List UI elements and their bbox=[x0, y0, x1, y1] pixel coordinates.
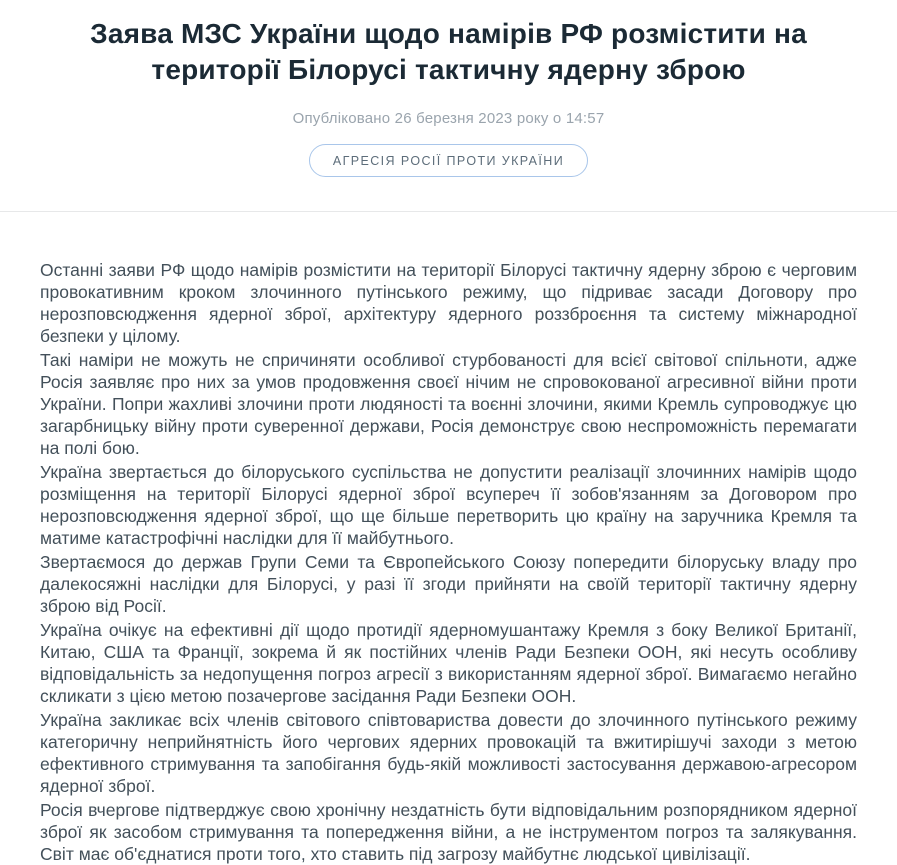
article-body bbox=[0, 212, 897, 865]
article-paragraph: Україна звертається до білоруського суспільства не допустити реалізації злочинних намірів щодо розміщення на території Білорусі ядерної зброї всупереч її зобов'язанням за Договором про нерозповсюдження ядерної зброї, що ще більше перетворить цю країну на заручника Кремля та матиме катастрофічні наслідки для її майбутнього. bbox=[40, 461, 857, 548]
article-paragraph: Звертаємося до держав Групи Семи та Європейського Союзу попередити білоруську владу про далекосяжні наслідки для Білорусі, у разі її згоди прийняти на своїй території тактичну ядерну зброю від Росії. bbox=[40, 551, 857, 616]
tag-row bbox=[0, 144, 897, 177]
article-paragraph: Такі наміри не можуть не спричиняти особливої стурбованості для всієї світової спільноти, адже Росія заявляє про них за умов продовження своєї нічим не спровокованої агресивної війни проти України. Попри жахливі злочини проти людяності та воєнні злочини, якими Кремль супроводжує цю загарбницьку війну проти суверенної держави, Росія демонструє свою неспроможність перемагати на полі бою. bbox=[40, 349, 857, 458]
article-paragraph: Останні заяви РФ щодо намірів розмістити на території Білорусі тактичну ядерну зброю є черговим провокативним кроком злочинного путінського режиму, що підриває засади Договору про нерозповсюдження ядерної зброї, архітектуру ядерного роззброєння та систему міжнародної безпеки у цілому. bbox=[40, 259, 857, 346]
article-header bbox=[0, 0, 897, 177]
page-title: Заява МЗС України щодо намірів РФ розмістити на території Білорусі тактичну ядерну зброю bbox=[90, 18, 807, 86]
article-paragraph: Україна очікує на ефективні дії щодо протидії ядерномушантажу Кремля з боку Великої Британії, Китаю, США та Франції, зокрема й як постійних членів Ради Безпеки ООН, які несуть особливу відповідальність за недопущення погроз агресії з використанням ядерної зброї. Вимагаємо негайно скликати з цією метою позачергове засідання Ради Безпеки ООН. bbox=[40, 619, 857, 706]
published-date: Опубліковано 26 березня 2023 року о 14:57 bbox=[292, 109, 605, 127]
article-paragraph: Україна закликає всіх членів світового співтовариства довести до злочинного путінського режиму категоричну неприйнятність його чергових ядерних провокацій та вжитирішучі заходи з метою ефективного стримування та запобігання будь-якій можливості застосування державою-агресором ядерної зброї. bbox=[40, 709, 857, 796]
article-paragraph: Росія вчергове підтверджує свою хронічну нездатність бути відповідальним розпорядником ядерної зброї як засобом стримування та попередження війни, а не інструментом погроз та залякування. Світ має об'єднатися проти того, хто ставить під загрозу майбутнє людської цивілізації. bbox=[40, 799, 857, 864]
tag-button-aggression[interactable]: АГРЕСІЯ РОСІЇ ПРОТИ УКРАЇНИ bbox=[309, 144, 588, 177]
